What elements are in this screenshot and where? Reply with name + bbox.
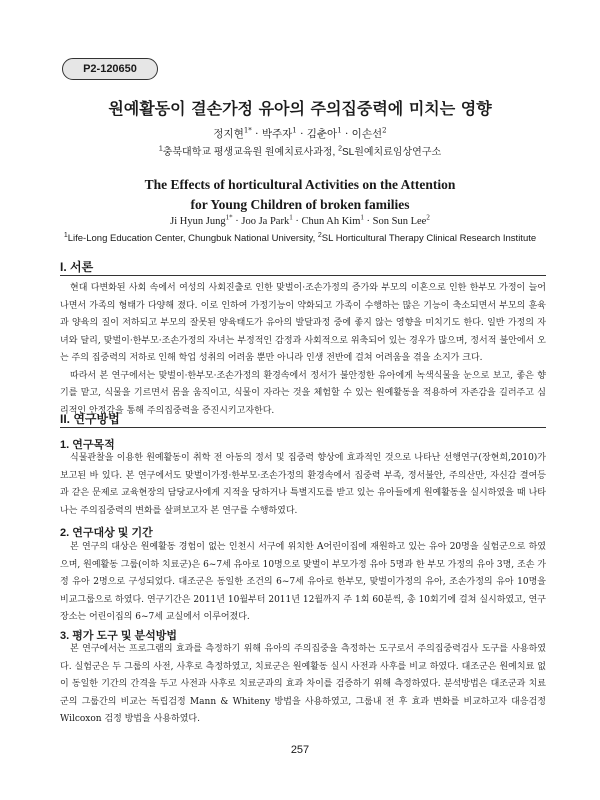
section-heading-introduction: I. 서론	[60, 260, 94, 274]
english-title	[0, 175, 600, 215]
author-mark: 1	[289, 213, 293, 222]
affiliation-text: 충북대학교 평생교육원 원예치료사과정,	[162, 147, 336, 158]
author-mark: 1	[337, 126, 342, 135]
section-heading-methods: II. 연구방법	[60, 412, 120, 426]
affiliation-mark: 1	[63, 231, 68, 239]
subsection-heading-purpose: 1. 연구목적	[60, 439, 115, 451]
subjects-body	[60, 539, 546, 627]
subsection-heading-evaluation: 3. 평가 도구 및 분석방법	[60, 630, 178, 642]
author-name: 김춘아	[306, 128, 338, 140]
section-rule	[60, 427, 546, 428]
affiliation-text: Life-Long Education Center, Chungbuk National University,	[67, 233, 316, 244]
purpose-body	[60, 450, 546, 520]
english-title-line: The Effects of horticultural Activities on the Attention	[144, 177, 456, 192]
author-mark: 1	[292, 126, 297, 135]
paper-id-badge: P2-120650	[62, 58, 158, 80]
author-mark: 1*	[225, 213, 233, 222]
paragraph: 현대 다변화된 사회 속에서 여성의 사회진출로 인한 맞벌이·조손가정의 증가와 부모의 이혼으로 인한 한부모 가정이 늘어나면서 가족의 형태가 다양해 졌다. 이로 인하여 가정기능이 약화되고 가족이 수행하는 많은 기능이 축소되면서 부모의 훈육과 양육의 질이 저하되고 부모의 잘못된 양육태도가 유아의 발달과정 중에 좋지 않는 영향을 미치기도 한다. 일반 가정의 자녀와 달리, 맞벌이·한부모·조손가정의 자녀는 부정적인 감정과 사회적으로 위축되어 있는 경우가 많으며, 정서적 불안에서 오는 주의 집중력의 저하로 인해 학업 성취의 어려움 뿐만 아니라 인생 전반에 걸쳐 어려움을 겪을 소지가 크다.	[60, 283, 546, 363]
evaluation-body	[60, 641, 546, 729]
affiliation-mark: 2	[317, 231, 322, 239]
korean-title: 원예활동이 결손가정 유아의 주의집중력에 미치는 영향	[108, 99, 492, 118]
paragraph: 본 연구에서는 프로그램의 효과를 측정하기 위해 유아의 주의집중을 측정하는 도구로서 주의집중력검사 도구를 사용하였다. 실험군은 두 그룹의 사전, 사후로 측정하였고, 치료군은 원예활동 실시 사전과 사후를 비교 하였다. 대조군은 원예치료 없이 동일한 기간의 간격을 두고 사전과 사후로 치료군과의 효과 차이를 검증하기 위해 측정하였다. 분석방법은 대조군과 치료군의 그룹간의 비교는 독립검정 Mann & Whiteny 방법을 사용하였고, 그룹내 전 후 효과 변화를 비교하고자 대응검정 Wilcoxon 검정 방법을 사용하였다.	[60, 644, 546, 724]
author-name: Chun Ah Kim	[301, 216, 361, 227]
english-title-line: for Young Children of broken families	[190, 197, 410, 212]
author-mark: 2	[382, 126, 387, 135]
author-name: Son Sun Lee	[372, 216, 427, 227]
introduction-body	[60, 280, 546, 420]
section-rule	[60, 275, 546, 276]
author-name: 박주자	[261, 128, 293, 140]
paragraph: 따라서 본 연구에서는 맞벌이·한부모·조손가정의 환경속에서 정서가 불안정한 유아에게 녹색식물을 눈으로 보고, 좋은 향기를 맡고, 식물을 기르면서 몸을 움직이고, 식물이 자라는 것을 체험할 수 있는 원예활동을 적용하여 자존감을 길러주고 심리적인 안정감을 통해 주의집중력을 증진시키고자한다.	[60, 370, 546, 416]
author-name: Ji Hyun Jung	[170, 216, 226, 227]
english-authors: Ji Hyun Jung$^{1*}$ · Joo Ja Park$^1$ · Chun Ah Kim$^1$ · Son Sun Lee$^2$	[170, 213, 430, 227]
author-name: 정지현	[213, 128, 244, 140]
korean-affiliation	[0, 143, 600, 158]
affiliation-mark: 1	[158, 145, 163, 153]
author-name: 이손선	[351, 128, 383, 140]
paragraph: 본 연구의 대상은 원예활동 경험이 없는 인천시 서구에 위치한 A어린이집에 재원하고 있는 유아 20명을 실험군으로 하였으며, 원예활동 그룹(이하 치료군)은 6~7세 유아로 10명으로 맞벌이 부모가정 유아 5명과 한 부모 가정의 유아 3명, 조손 가정 유아 2명으로 구성되었다. 대조군은 동일한 조건의 6~7세 유아로 한부모, 맞벌이가정의 유아, 조손가정의 유아 10명을 비교그룹으로 하였다. 연구기간은 2011년 10월부터 2011년 12월까지 주 1회 60분씩, 총 10회기에 걸쳐 실시하였고, 연구 장소는 어린이집의 6~7세 교실에서 이루어졌다.	[60, 542, 546, 622]
page-number: 257	[290, 744, 310, 756]
affiliation-text: SL원예치료임상연구소	[341, 147, 442, 158]
subsection-heading-subjects: 2. 연구대상 및 기간	[60, 527, 153, 539]
korean-authors: 정지현$^{1*}$ · 박주자$^1$ · 김춘아$^1$ · 이손선$^2$	[213, 126, 387, 140]
affiliation-text: SL Horticultural Therapy Clinical Research Institute	[321, 233, 537, 244]
english-affiliation	[0, 233, 600, 244]
author-mark: 1*	[243, 126, 252, 135]
author-mark: 1	[360, 213, 364, 222]
author-name: Joo Ja Park	[241, 216, 290, 227]
paragraph: 식물관찰을 이용한 원예활동이 취학 전 아동의 정서 및 집중력 향상에 효과적인 것으로 나타난 선행연구(장현희,2010)가 보고된 바 있다. 본 연구에서도 맞벌이가정·한부모·조손가정의 환경속에서 집중력 부족, 정서불안, 주의산만, 자신감 결여등과 같은 문제로 교육현장의 담당교사에게 지적을 당하거나 특별지도를 받고 있는 유아들에게 원예활동을 실시하였을 때 나타나는 주의집중력의 변화를 살펴보고자 본 연구를 수행하였다.	[60, 453, 546, 516]
author-mark: 2	[426, 213, 430, 222]
affiliation-mark: 2	[338, 145, 342, 153]
